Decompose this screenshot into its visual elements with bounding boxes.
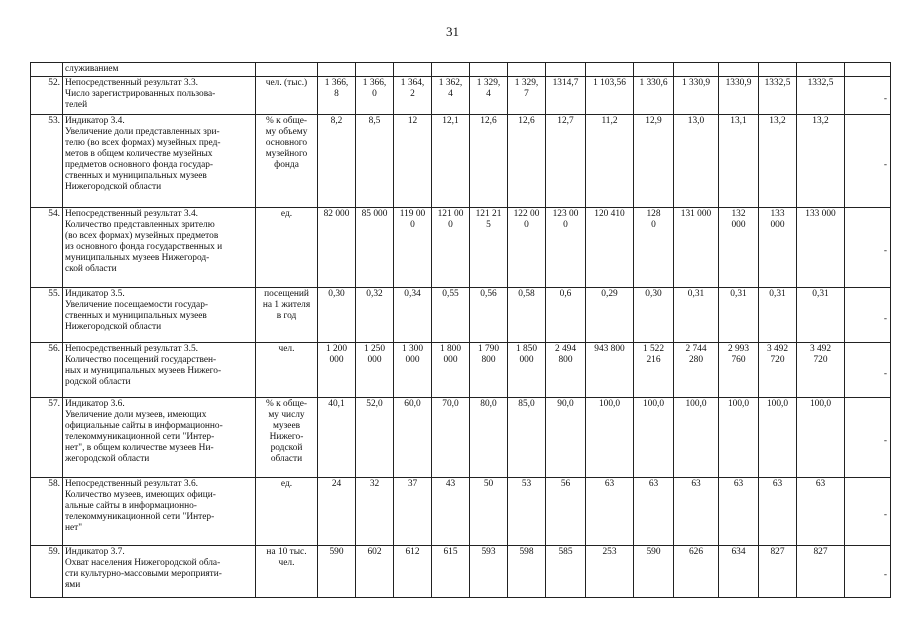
description-cell: служиванием [63,63,256,77]
dash-mark: - [883,570,887,580]
value-cell: 12,9 [634,115,674,208]
value-cell: 63 [634,478,674,546]
value-cell: 590 [318,546,356,598]
value-cell: 598 [508,546,546,598]
last-cell [845,398,891,478]
dash-mark: - [883,94,887,104]
value-cell: 63 [719,478,759,546]
dash-mark: - [883,436,887,446]
value-cell: 0,34 [394,288,432,343]
value-cell: 253 [586,546,634,598]
last-cell [845,77,891,115]
value-cell: 70,0 [432,398,470,478]
dash-mark: - [883,510,887,520]
row-description: Непосредственный результат 3.6. Количество музеев, имеющих офици- альные сайты в информационно- телекоммуникационной сети "Интер- нет" [63,478,256,546]
dash-mark: - [883,369,887,379]
dash-mark: - [883,314,887,324]
value-cell: 1 300 000 [394,343,432,398]
value-cell: 1 362, 4 [432,77,470,115]
value-cell: 1332,5 [759,77,797,115]
last-cell [845,343,891,398]
value-cell: 12,7 [546,115,586,208]
indicators-table [30,62,891,598]
value-cell: 1 366, 8 [318,77,356,115]
value-cell: 100,0 [586,398,634,478]
row-number: 53. [31,115,63,208]
table-row [31,343,891,398]
value-cell: 0,55 [432,288,470,343]
row-description: Непосредственный результат 3.4. Количество представленных зрителю (во всех формах) музейных предметов из основного фонда государственных и муниципальных музеев Нижегород- ской области [63,208,256,288]
table-row [31,288,891,343]
table-row [31,546,891,598]
value-cell: 615 [432,546,470,598]
value-cell: 1332,5 [797,77,845,115]
last-cell [845,478,891,546]
value-cell: 119 00 0 [394,208,432,288]
last-cell [845,208,891,288]
value-cell: 120 410 [586,208,634,288]
value-cell: 50 [470,478,508,546]
value-cell: 0,31 [719,288,759,343]
value-cell: 602 [356,546,394,598]
value-cell: 590 [634,546,674,598]
value-cell: 0,32 [356,288,394,343]
value-cell: 32 [356,478,394,546]
value-cell: 585 [546,546,586,598]
number-cell [31,63,63,77]
value-cell: 1 250 000 [356,343,394,398]
value-cell: 8,2 [318,115,356,208]
value-cell: 1 366, 0 [356,77,394,115]
row-description: Индикатор 3.4. Увеличение доли представленных зри- телю (во всех формах) музейных пред- метов в общем количестве музейных предметов основного фонда государ- ственных и муниципальных музеев Нижегородской области [63,115,256,208]
row-number: 56. [31,343,63,398]
row-number: 54. [31,208,63,288]
table-row [31,77,891,115]
value-cell: 1 790 800 [470,343,508,398]
value-cell: 1 522 216 [634,343,674,398]
row-description: Индикатор 3.5. Увеличение посещаемости государ- ственных и муниципальных музеев Нижегородской области [63,288,256,343]
value-cell: 2 494 800 [546,343,586,398]
value-cell: 13,0 [674,115,719,208]
value-cell: 60,0 [394,398,432,478]
row-number: 58. [31,478,63,546]
table-row [31,478,891,546]
value-cell: 63 [674,478,719,546]
last-cell [845,288,891,343]
value-cell: 0,6 [546,288,586,343]
table-row [31,208,891,288]
dash-mark: - [883,160,887,170]
row-unit: ед. [256,208,318,288]
value-cell: 63 [759,478,797,546]
value-cell: 13,2 [759,115,797,208]
value-cell: 0,30 [318,288,356,343]
value-cell: 133 000 [759,208,797,288]
value-cell: 132 000 [719,208,759,288]
value-cell: 1 330,6 [634,77,674,115]
value-cell: 634 [719,546,759,598]
value-cell: 1 850 000 [508,343,546,398]
value-cell: 40,1 [318,398,356,478]
row-description: Непосредственный результат 3.3. Число зарегистрированных пользова- телей [63,77,256,115]
value-cell: 0,56 [470,288,508,343]
value-cell: 1 200 000 [318,343,356,398]
value-cell: 12,6 [470,115,508,208]
row-number: 59. [31,546,63,598]
value-cell: 90,0 [546,398,586,478]
value-cell: 1 364, 2 [394,77,432,115]
value-cell: 121 00 0 [432,208,470,288]
value-cell: 24 [318,478,356,546]
row-number: 52. [31,77,63,115]
value-cell: 612 [394,546,432,598]
row-number: 55. [31,288,63,343]
value-cell: 827 [797,546,845,598]
value-cell: 133 000 [797,208,845,288]
row-unit: чел. (тыс.) [256,77,318,115]
page-number: 31 [446,24,459,39]
value-cell: 100,0 [719,398,759,478]
value-cell: 13,2 [797,115,845,208]
value-cell: 63 [586,478,634,546]
value-cell: 1 329, 4 [470,77,508,115]
value-cell: 100,0 [797,398,845,478]
last-cell [845,115,891,208]
value-cell: 122 00 0 [508,208,546,288]
value-cell: 8,5 [356,115,394,208]
value-cell: 827 [759,546,797,598]
value-cell: 1 330,9 [674,77,719,115]
value-cell: 131 000 [674,208,719,288]
row-unit: на 10 тыс. чел. [256,546,318,598]
row-description: Индикатор 3.7. Охват населения Нижегородской обла- сти культурно-массовыми мероприяти- ями [63,546,256,598]
value-cell: 0,31 [674,288,719,343]
value-cell: 0,58 [508,288,546,343]
continuation-row [31,63,891,77]
value-cell: 63 [797,478,845,546]
value-cell: 0,29 [586,288,634,343]
value-cell: 0,31 [759,288,797,343]
row-number: 57. [31,398,63,478]
value-cell: 1330,9 [719,77,759,115]
row-unit: % к обще- му числу музеев Нижего- родской области [256,398,318,478]
value-cell: 0,31 [797,288,845,343]
last-cell [845,546,891,598]
value-cell: 943 800 [586,343,634,398]
table-row [31,115,891,208]
row-unit: % к обще- му объему основного музейного фонда [256,115,318,208]
row-description: Индикатор 3.6. Увеличение доли музеев, имеющих официальные сайты в информационно- телекоммуникационной сети "Интер- нет", в общем количестве музеев Ни- жегородской области [63,398,256,478]
row-description: Непосредственный результат 3.5. Количество посещений государствен- ных и муниципальных музеев Нижего- родской области [63,343,256,398]
value-cell: 52,0 [356,398,394,478]
row-unit: ед. [256,478,318,546]
value-cell: 0,30 [634,288,674,343]
table-row [31,398,891,478]
row-unit: чел. [256,343,318,398]
value-cell: 3 492 720 [797,343,845,398]
value-cell: 12 [394,115,432,208]
value-cell: 43 [432,478,470,546]
value-cell: 11,2 [586,115,634,208]
value-cell: 593 [470,546,508,598]
value-cell: 2 744 280 [674,343,719,398]
value-cell: 12,1 [432,115,470,208]
value-cell: 1 800 000 [432,343,470,398]
value-cell: 53 [508,478,546,546]
value-cell: 100,0 [634,398,674,478]
value-cell: 1 329, 7 [508,77,546,115]
value-cell: 12,6 [508,115,546,208]
value-cell: 85,0 [508,398,546,478]
value-cell: 37 [394,478,432,546]
value-cell: 13,1 [719,115,759,208]
value-cell: 85 000 [356,208,394,288]
value-cell: 123 00 0 [546,208,586,288]
value-cell: 80,0 [470,398,508,478]
dash-mark: - [883,246,887,256]
value-cell: 3 492 720 [759,343,797,398]
value-cell: 1 103,56 [586,77,634,115]
row-unit: посещений на 1 жителя в год [256,288,318,343]
value-cell: 100,0 [759,398,797,478]
value-cell: 1314,7 [546,77,586,115]
value-cell: 100,0 [674,398,719,478]
value-cell: 121 21 5 [470,208,508,288]
value-cell: 82 000 [318,208,356,288]
value-cell: 626 [674,546,719,598]
value-cell: 2 993 760 [719,343,759,398]
value-cell: 56 [546,478,586,546]
value-cell: 128 0 [634,208,674,288]
